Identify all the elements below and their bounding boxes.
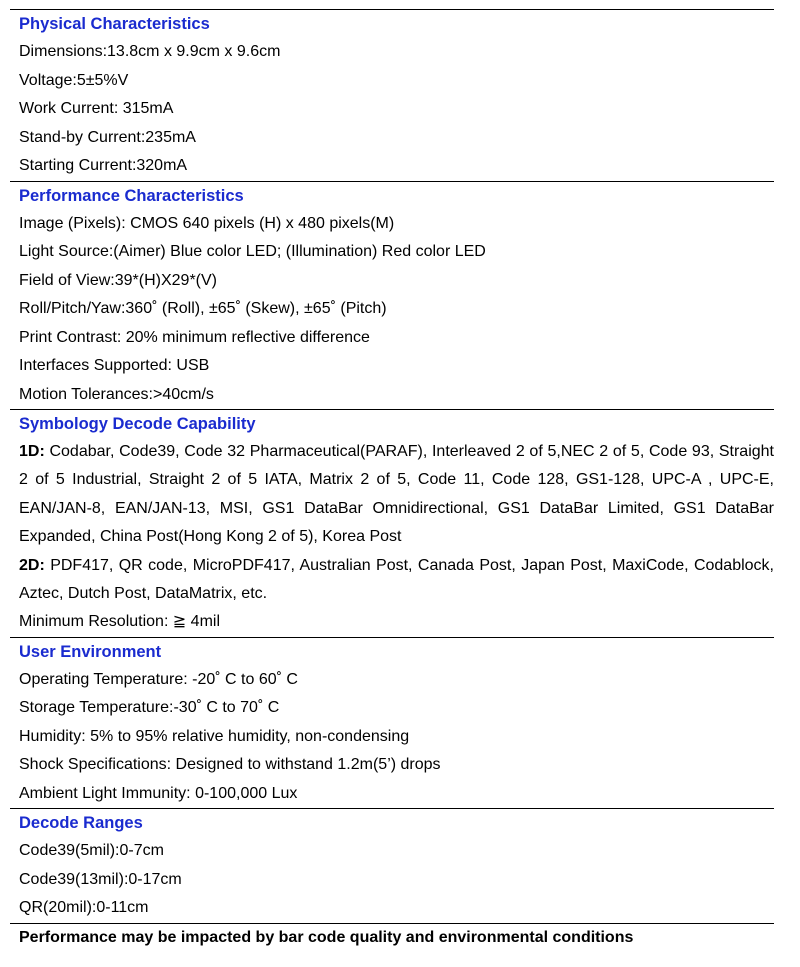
- spec-line-operating-temp: Operating Temperature: -20˚ C to 60˚ C: [19, 670, 298, 688]
- spec-line-voltage: Voltage:5±5%V: [19, 71, 129, 89]
- spec-line-qr-20mil: QR(20mil):0-11cm: [19, 899, 149, 917]
- spec-line-print-contrast: Print Contrast: 20% minimum reflective difference: [19, 328, 370, 346]
- spec-line-interfaces: Interfaces Supported: USB: [19, 357, 210, 374]
- spec-line-code39-5mil: Code39(5mil):0-7cm: [19, 842, 164, 860]
- spec-line-roll-pitch-yaw: Roll/Pitch/Yaw:360˚ (Roll), ±65˚ (Skew), ±65˚ (Pitch): [19, 300, 387, 317]
- spec-line-code39-13mil: Code39(13mil):0-17cm: [19, 870, 182, 888]
- spec-line-ambient-light: Ambient Light Immunity: 0-100,000 Lux: [19, 784, 298, 802]
- spec-line-light-source: Light Source:(Aimer) Blue color LED; (Illumination) Red color LED: [19, 243, 486, 260]
- footer-note: Performance may be impacted by bar code quality and environmental conditions: [19, 928, 634, 946]
- symbology-1d-label: 1D:: [19, 443, 45, 460]
- spec-line-humidity: Humidity: 5% to 95% relative humidity, non-condensing: [19, 727, 410, 745]
- section-title-physical: Physical Characteristics: [19, 15, 210, 33]
- symbology-2d-text: PDF417, QR code, MicroPDF417, Australian Post, Canada Post, Japan Post, MaxiCode, Codablock, Aztec, Dutch Post, DataMatrix, etc.: [19, 556, 774, 603]
- section-title-performance: Performance Characteristics: [19, 186, 244, 205]
- symbology-1d-text: Codabar, Code39, Code 32 Pharmaceutical(PARAF), Interleaved 2 of 5,NEC 2 of 5, Code 93, Straight 2 of 5 Industrial, Straight 2 of 5 IATA, Matrix 2 of 5, Code 11, Code 128, GS1-128, UPC-A , UPC-E, EAN/JAN-8, EAN/JAN-13, MSI, GS1 DataBar Omnidirectional, GS1 DataBar Limited, GS1 DataBar Expanded, China Post(Hong Kong 2 of 5), Korea Post: [19, 443, 774, 546]
- symbology-1d-paragraph: [10, 438, 774, 552]
- spec-line-work-current: Work Current: 315mA: [19, 100, 174, 117]
- section-title-decode-ranges: Decode Ranges: [19, 814, 143, 833]
- spec-line-field-of-view: Field of View:39*(H)X29*(V): [19, 271, 218, 289]
- symbology-2d-label: 2D:: [19, 556, 45, 574]
- spec-line-min-resolution: Minimum Resolution: ≧ 4mil: [19, 613, 221, 631]
- section-title-symbology: Symbology Decode Capability: [19, 415, 256, 433]
- spec-line-shock: Shock Specifications: Designed to withstand 1.2m(5’) drops: [19, 756, 441, 774]
- section-title-user-environment: User Environment: [19, 642, 162, 661]
- spec-line-standby-current: Stand-by Current:235mA: [19, 128, 196, 146]
- spec-line-storage-temp: Storage Temperature:-30˚ C to 70˚ C: [19, 699, 280, 717]
- spec-line-motion-tolerance: Motion Tolerances:>40cm/s: [19, 385, 214, 403]
- spec-line-dimensions: Dimensions:13.8cm x 9.9cm x 9.6cm: [19, 43, 281, 60]
- symbology-2d-paragraph: [10, 552, 774, 609]
- spec-sheet: [10, 0, 774, 952]
- spec-line-starting-current: Starting Current:320mA: [19, 157, 188, 174]
- spec-line-image-pixels: Image (Pixels): CMOS 640 pixels (H) x 480 pixels(M): [19, 214, 395, 232]
